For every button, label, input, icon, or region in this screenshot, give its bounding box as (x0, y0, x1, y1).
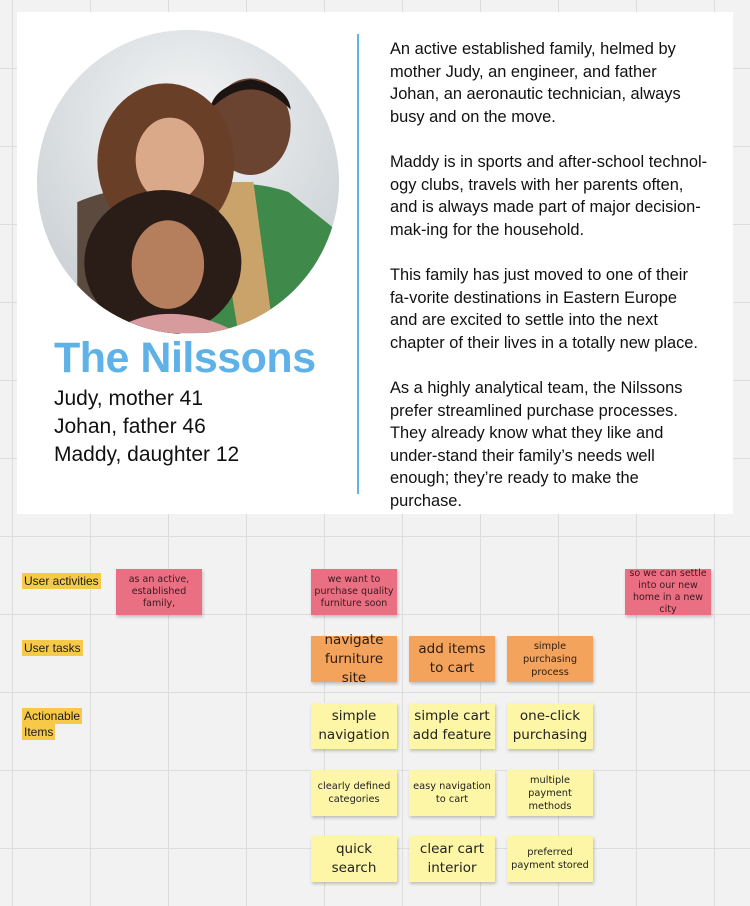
sticky-actionable[interactable]: preferred payment stored (507, 836, 593, 882)
family-photo (37, 30, 339, 334)
member-mother: Judy, mother 41 (54, 387, 204, 410)
bio-paragraph: Maddy is in sports and after-school technol-ogy clubs, travels with her parents often, and is always made part of major decision-mak-ing for the household. (390, 152, 708, 239)
sticky-activity[interactable]: so we can settle into our new home in a new city (625, 569, 711, 615)
member-list (54, 385, 239, 469)
sticky-actionable[interactable]: simple navigation (311, 703, 397, 749)
row-label-user-tasks[interactable]: User tasks (24, 641, 81, 655)
sticky-task[interactable]: add items to cart (409, 636, 495, 682)
sticky-actionable[interactable]: one-click purchasing (507, 703, 593, 749)
sticky-activity[interactable]: as an active, established family, (116, 569, 202, 615)
member-daughter: Maddy, daughter 12 (54, 443, 240, 466)
bio-paragraph: An active established family, helmed by mother Judy, an engineer, and father Johan, an aeronautic technician, always busy and on the move. (390, 40, 681, 126)
sticky-actionable[interactable]: clear cart interior (409, 836, 495, 882)
sticky-task[interactable]: simple purchasing process (507, 636, 593, 682)
sticky-activity[interactable]: we want to purchase quality furniture soon (311, 569, 397, 615)
sticky-task[interactable]: navigate furniture site (311, 636, 397, 682)
sticky-actionable[interactable]: multiple payment methods (507, 770, 593, 816)
sticky-actionable[interactable]: quick search (311, 836, 397, 882)
persona-bio (390, 38, 708, 535)
row-label-actionable[interactable]: Actionable (24, 709, 81, 723)
row-label-user-activities[interactable]: User activities (24, 574, 99, 588)
sticky-actionable[interactable]: clearly defined categories (311, 770, 397, 816)
persona-card (17, 12, 733, 514)
member-father: Johan, father 46 (54, 415, 206, 438)
bio-paragraph: This family has just moved to one of their fa-vorite destinations in Eastern Europe and are excited to settle into the next chapter of their lives in a totally new place. (390, 265, 698, 352)
vertical-divider (357, 34, 359, 494)
bio-paragraph: As a highly analytical team, the Nilssons prefer streamlined purchase processes. They already know what they like and under-stand their family’s needs well enough; they’re ready to make the purchase. (390, 378, 683, 510)
sticky-actionable[interactable]: simple cart add feature (409, 703, 495, 749)
sticky-actionable[interactable]: easy navigation to cart (409, 770, 495, 816)
family-photo-illustration (37, 30, 339, 334)
family-name: The Nilssons (54, 334, 316, 382)
row-label-items[interactable]: Items (24, 725, 54, 739)
